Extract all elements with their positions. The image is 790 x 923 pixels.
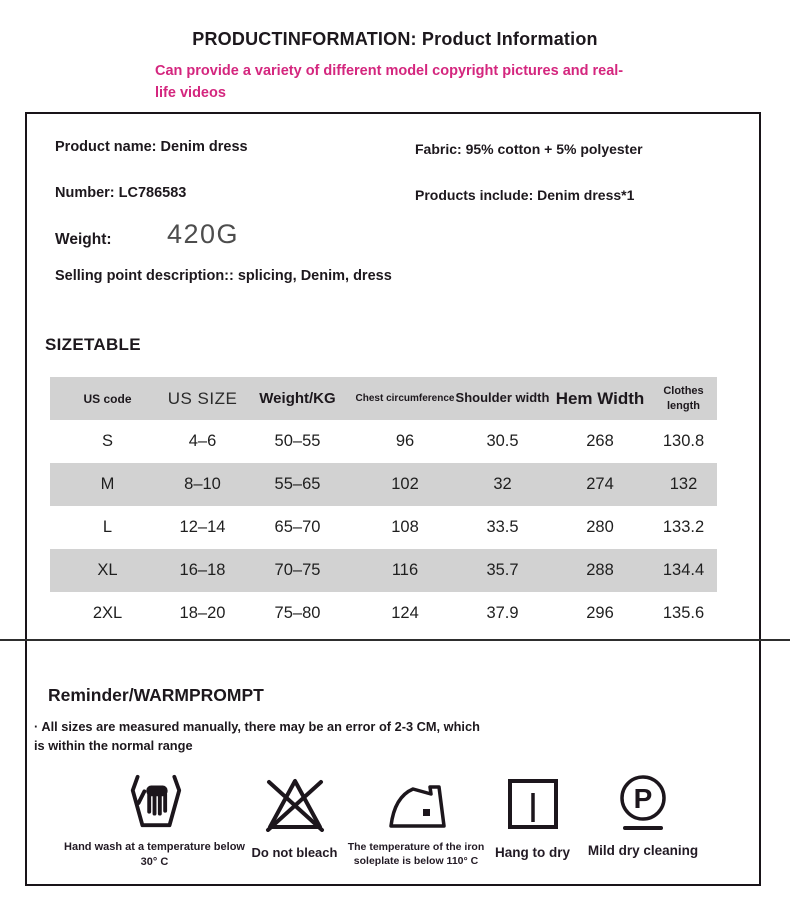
care-item-dry-clean <box>579 766 707 860</box>
product-name-line: Product name: Denim dress <box>55 139 248 155</box>
reminder-title: Reminder/WARMPROMPT <box>48 685 264 705</box>
care-item-iron-low-heat <box>345 766 487 868</box>
table-row-size-xl <box>50 549 717 592</box>
size-table-title: SIZETABLE <box>45 335 141 354</box>
col-header-hem: Hem Width <box>555 388 645 408</box>
col-header-shoulder: Shoulder width <box>455 390 550 406</box>
care-item-hang-to-dry <box>475 766 590 862</box>
page-subtitle: Can provide a variety of different model copyright pictures and real-life videos <box>155 63 624 101</box>
size-cell: 96 <box>395 432 415 450</box>
size-cell: 108 <box>391 518 419 536</box>
size-cell: 18–20 <box>179 604 226 622</box>
care-item-do-not-bleach <box>227 766 362 862</box>
size-cell: 102 <box>391 475 419 493</box>
size-table-header-row <box>50 377 717 420</box>
size-cell: 30.5 <box>486 432 519 450</box>
size-cell: XL <box>97 561 118 579</box>
size-cell: 280 <box>586 518 614 536</box>
do-not-bleach-icon <box>265 766 325 832</box>
size-cell: 16–18 <box>179 561 226 579</box>
size-cell: 288 <box>586 561 614 579</box>
size-cell: 2XL <box>92 604 123 622</box>
size-cell: 8–10 <box>184 475 221 493</box>
col-header-clothes: Clothes length <box>663 384 704 412</box>
weight-value: 420G <box>167 219 240 249</box>
size-cell: 12–14 <box>179 518 226 536</box>
table-row-size-s <box>50 420 717 463</box>
col-header-chest: Chest circumference <box>355 392 455 404</box>
size-cell: 75–80 <box>274 604 321 622</box>
reminder-note: · All sizes are measured manually, there may be an error of 2-3 CM, which is within the normal range <box>34 719 480 753</box>
col-header-weight: Weight/KG <box>259 390 336 407</box>
size-table <box>50 377 717 635</box>
iron-low-heat-icon <box>386 766 446 832</box>
care-item-hand-wash <box>57 766 252 870</box>
col-header-us-code: US code <box>83 391 132 406</box>
size-cell: 124 <box>391 604 419 622</box>
table-row-size-m <box>50 463 717 506</box>
size-cell: 116 <box>391 561 419 579</box>
size-cell: L <box>102 518 113 536</box>
care-label: Hang to dry <box>494 845 570 860</box>
dry-clean-gentle-icon <box>612 766 674 832</box>
size-cell: 32 <box>493 475 512 493</box>
size-cell: 70–75 <box>274 561 321 579</box>
care-label: Hand wash at a temperature below 30° C <box>64 841 245 868</box>
product-info-panel <box>25 112 761 886</box>
selling-point-line: Selling point description:: splicing, Denim, dress <box>55 268 392 284</box>
size-cell: M <box>100 475 115 493</box>
size-cell: 50–55 <box>274 432 321 450</box>
size-cell: 4–6 <box>188 432 217 450</box>
size-cell: 274 <box>586 475 614 493</box>
size-cell: 133.2 <box>662 518 705 536</box>
size-cell: 268 <box>586 432 614 450</box>
size-cell: 132 <box>669 475 698 493</box>
size-cell: S <box>101 432 113 450</box>
care-label: Mild dry cleaning <box>587 843 699 858</box>
product-number-line: Number: LC786583 <box>55 185 187 201</box>
size-cell: 65–70 <box>274 518 321 536</box>
col-header-us-size: US SIZE <box>167 388 238 408</box>
size-cell: 37.9 <box>486 604 519 622</box>
size-cell: 35.7 <box>486 561 519 579</box>
section-divider <box>0 639 790 641</box>
size-cell: 135.6 <box>662 604 705 622</box>
weight-label: Weight: <box>55 231 112 248</box>
table-row-size-l <box>50 506 717 549</box>
size-cell: 130.8 <box>662 432 705 450</box>
size-cell: 134.4 <box>662 561 705 579</box>
care-label: Do not bleach <box>251 845 338 860</box>
hand-wash-icon <box>125 766 185 832</box>
care-label: The temperature of the iron soleplate is below 110° C <box>347 841 485 868</box>
size-cell: 55–65 <box>274 475 321 493</box>
products-include-line: Products include: Denim dress*1 <box>415 187 635 203</box>
size-cell: 33.5 <box>486 518 519 536</box>
care-symbols-row <box>27 766 763 886</box>
hang-to-dry-icon <box>505 766 561 832</box>
size-cell: 296 <box>586 604 614 622</box>
svg-text:P: P <box>633 783 653 814</box>
page-title: PRODUCTINFORMATION: Product Information <box>192 29 598 49</box>
fabric-line: Fabric: 95% cotton + 5% polyester <box>415 141 643 157</box>
table-row-size-2xl <box>50 592 717 635</box>
